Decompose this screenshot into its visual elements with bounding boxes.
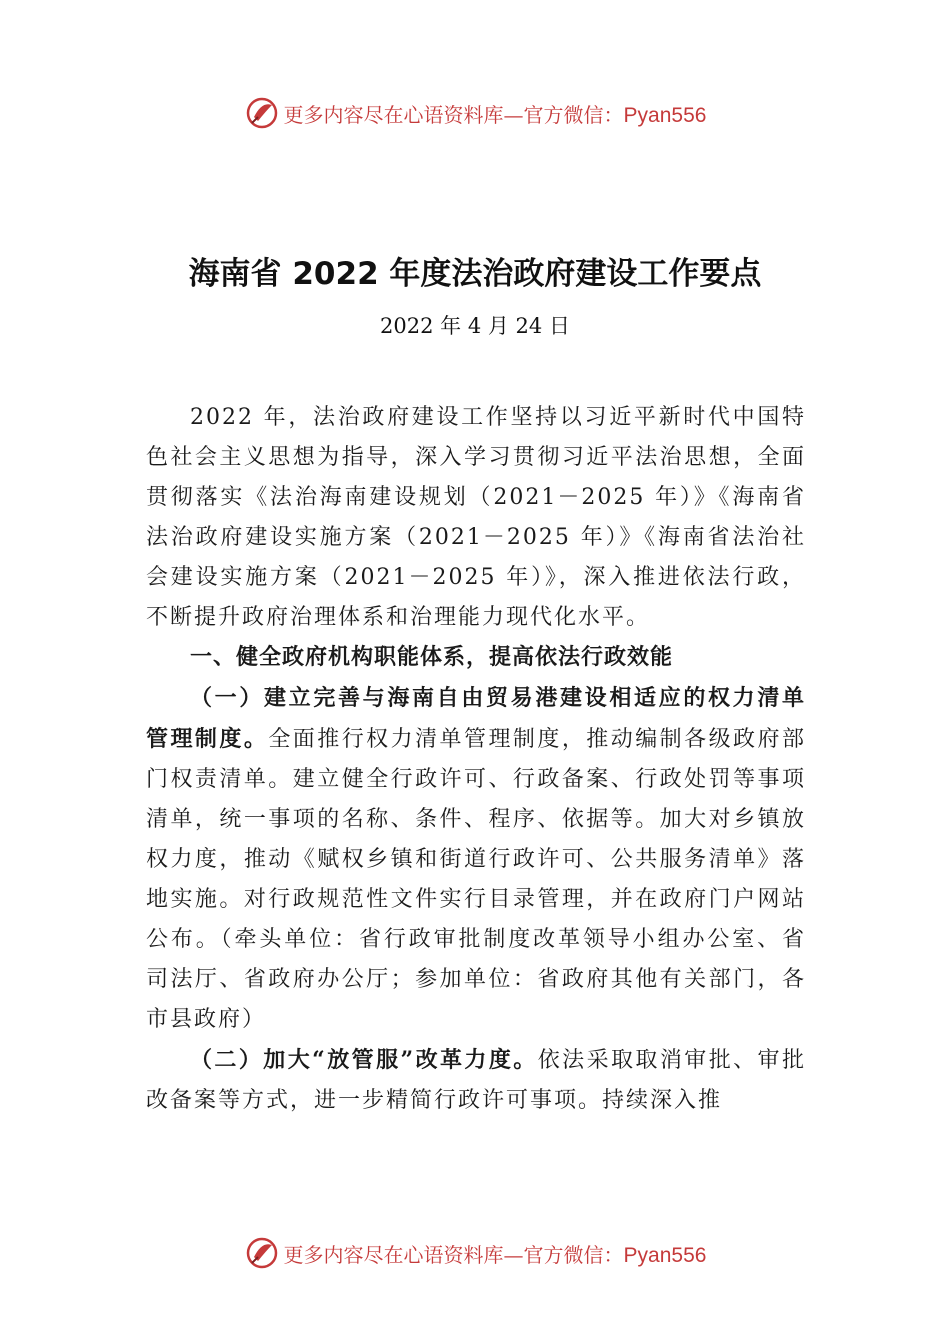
banner-wechat-id: Pyan556	[623, 1243, 707, 1267]
item-1-lead: （一）建立完善与海南自由贸易港建设相适应的权力清单管理制度。	[146, 685, 806, 752]
logo-icon	[244, 1235, 280, 1271]
item-2-lead: （二）加大“放管服”改革力度。	[190, 1047, 538, 1073]
item-2-paragraph	[146, 1040, 806, 1121]
header-banner	[0, 93, 950, 133]
banner-label: 更多内容尽在心语资料库—官方微信：	[283, 1242, 624, 1267]
logo-icon	[244, 95, 280, 131]
section-heading: 一、健全政府机构职能体系，提高依法行政效能	[190, 645, 674, 670]
banner-text	[284, 99, 707, 128]
banner-text	[284, 1239, 707, 1268]
item-2-text: 依法采取取消审批、审批改备案等方式，进一步精简行政许可事项。持续深入推	[146, 1048, 806, 1113]
item-1-paragraph	[146, 678, 806, 1040]
footer-banner	[0, 1233, 950, 1273]
banner-label: 更多内容尽在心语资料库—官方微信：	[283, 102, 624, 127]
document-date: 2022 年 4 月 24 日	[380, 314, 570, 338]
banner-wechat-id: Pyan556	[623, 103, 707, 127]
item-1-text: 全面推行权力清单管理制度，推动编制各级政府部门权责清单。建立健全行政许可、行政备案、行政处罚等事项清单，统一事项的名称、条件、程序、依据等。加大对乡镇放权力度，推动《赋权乡镇和街道行政许可、公共服务清单》落地实施。对行政规范性文件实行目录管理，并在政府门户网站公布。（牵头单位：省行政审批制度改革领导小组办公室、省司法厅、省政府办公厅；参加单位：省政府其他有关部门，各市县政府）	[146, 727, 806, 1032]
intro-paragraph: 2022 年，法治政府建设工作坚持以习近平新时代中国特色社会主义思想为指导，深入学习贯彻习近平法治思想，全面贯彻落实《法治海南建设规划（2021－2025 年）》《海南省法治政府建设实施方案（2021－2025 年）》《海南省法治社会建设实施方案（2021－2025 年）》，深入推进依法行政，不断提升政府治理体系和治理能力现代化水平。	[146, 405, 806, 630]
document-body	[146, 398, 806, 1121]
document-title: 海南省 2022 年度法治政府建设工作要点	[188, 256, 762, 292]
